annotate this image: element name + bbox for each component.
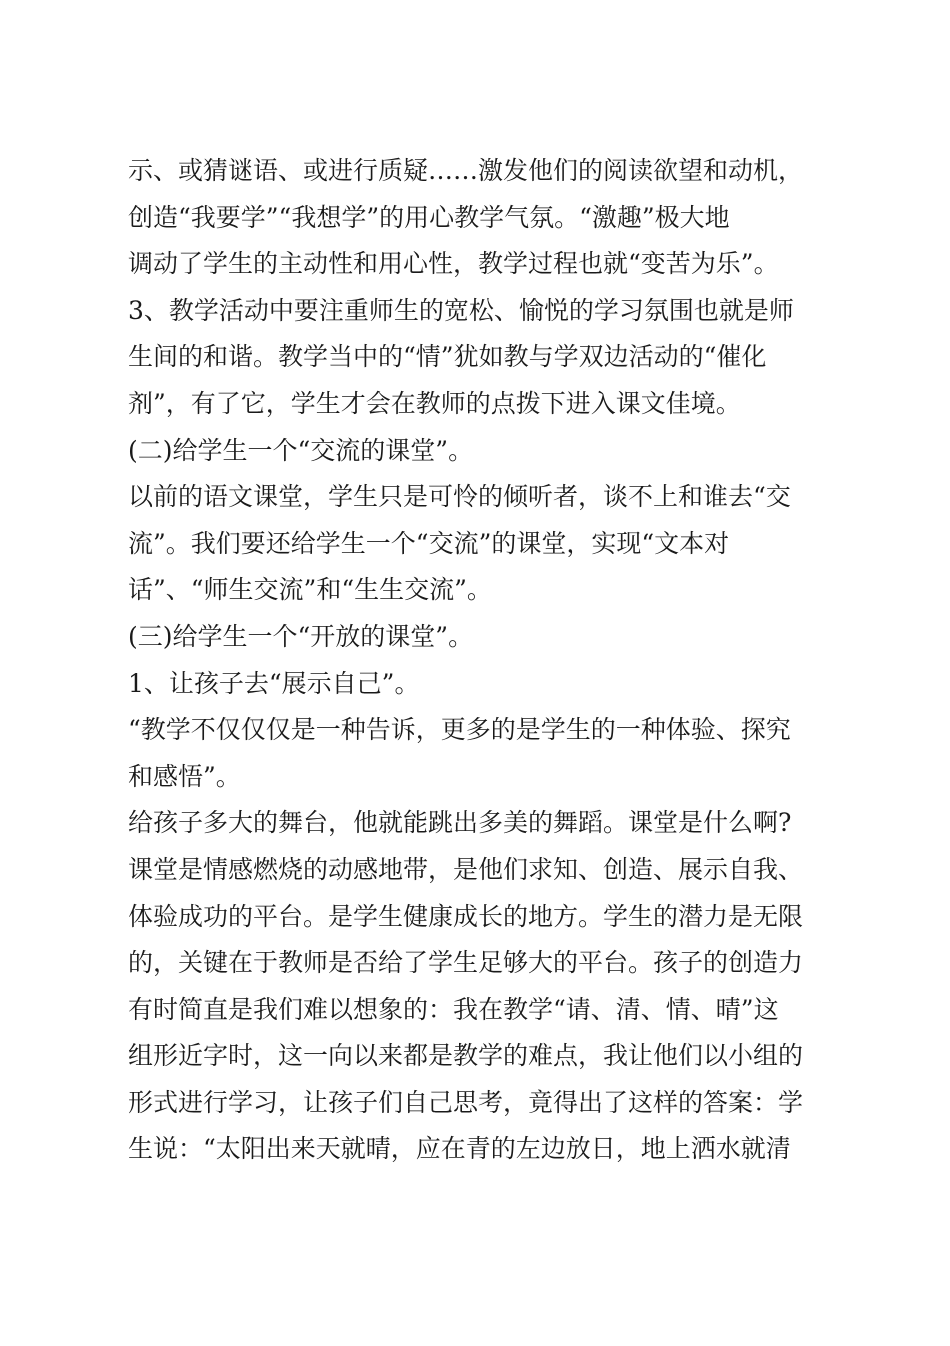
text-line: 课堂是情感燃烧的动感地带，是他们求知、创造、展示自我、 <box>128 854 804 884</box>
text-line: 的，关键在于教师是否给了学生足够大的平台。孩子的创造力 <box>128 948 804 978</box>
text-line: 有时简直是我们难以想象的：我在教学“请、清、情、晴”这 <box>128 994 779 1024</box>
quote-line: 和感悟”。 <box>128 761 241 791</box>
text-line: 话”、“师生交流”和“生生交流”。 <box>128 575 492 605</box>
text-line: 流”。我们要还给学生一个“交流”的课堂，实现“文本对 <box>128 528 730 558</box>
quote-line: “教学不仅仅仅是一种告诉，更多的是学生的一种体验、探究 <box>128 715 791 745</box>
section-heading: (三)给学生一个“开放的课堂”。 <box>128 621 474 651</box>
text-line: 体验成功的平台。是学生健康成长的地方。学生的潜力是无限 <box>128 901 804 931</box>
text-line: 3、教学活动中要注重师生的宽松、愉悦的学习氛围也就是师 <box>128 295 794 325</box>
text-line: 调动了学生的主动性和用心性，教学过程也就“变苦为乐”。 <box>128 249 779 279</box>
text-line: 给孩子多大的舞台，他就能跳出多美的舞蹈。课堂是什么啊? <box>128 808 792 838</box>
text-line: 剂”，有了它，学生才会在教师的点拨下进入课文佳境。 <box>128 388 741 418</box>
text-line: 生说：“太阳出来天就晴，应在青的左边放日，地上洒水就清 <box>128 1134 791 1164</box>
text-line: 生间的和谐。教学当中的“情”犹如教与学双边活动的“催化 <box>128 342 767 372</box>
subsection-heading: 1、让孩子去“展示自己”。 <box>128 668 420 698</box>
text-line: 示、或猜谜语、或进行质疑……激发他们的阅读欲望和动机， <box>128 156 804 185</box>
section-heading: (二)给学生一个“交流的课堂”。 <box>128 435 474 465</box>
text-line: 组形近字时，这一向以来都是教学的难点，我让他们以小组的 <box>128 1041 804 1071</box>
text-line: 以前的语文课堂，学生只是可怜的倾听者，谈不上和谁去“交 <box>128 482 791 512</box>
text-line: 形式进行学习，让孩子们自己思考，竟得出了这样的答案：学 <box>128 1087 804 1117</box>
body-text <box>128 148 828 1173</box>
text-line: 创造“我要学”“我想学”的用心教学气氛。“激趣”极大地 <box>128 202 730 232</box>
